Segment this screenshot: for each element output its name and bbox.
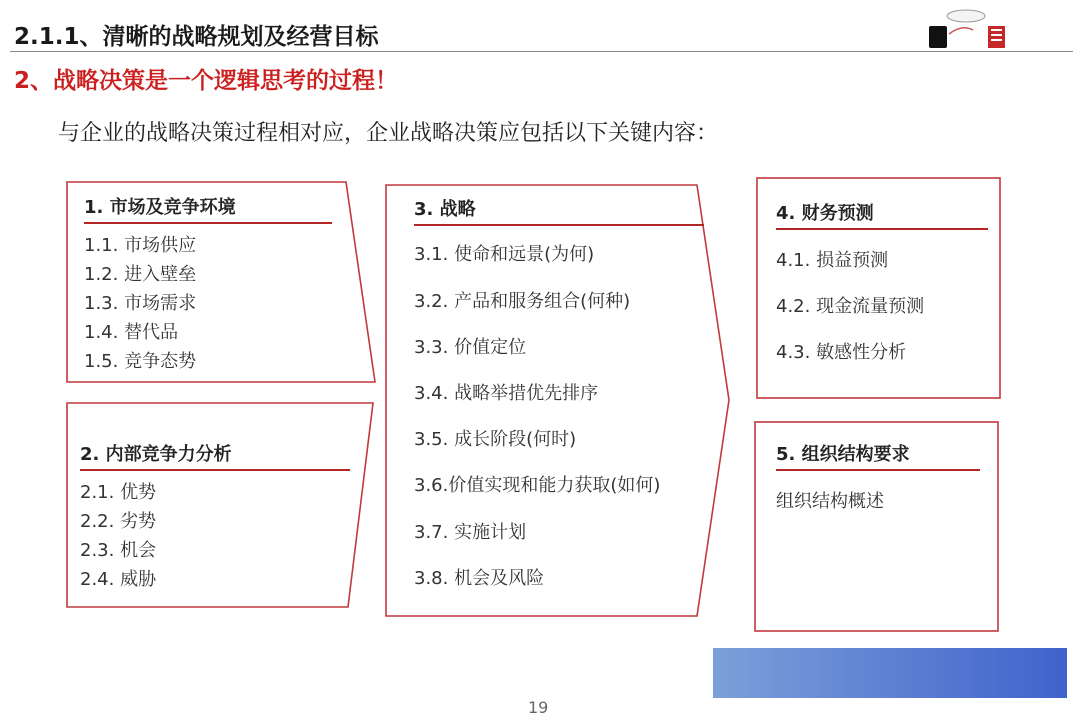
list-item: 3.4. 战略举措优先排序 xyxy=(414,383,599,404)
market-box-title: 1. 市场及竞争环境 xyxy=(84,193,332,224)
list-item: 3.6.价值实现和能力获取(如何) xyxy=(414,475,661,496)
list-item: 2.2. 劣势 xyxy=(80,511,157,532)
list-item: 3.8. 机会及风险 xyxy=(414,568,545,589)
intro-text: 与企业的战略决策过程相对应，企业战略决策应包括以下关键内容： xyxy=(58,121,719,146)
list-item: 3.5. 成长阶段(何时) xyxy=(414,429,577,450)
list-item: 4.2. 现金流量预测 xyxy=(776,296,925,317)
list-item: 4.3. 敏感性分析 xyxy=(776,342,907,363)
list-item: 2.1. 优势 xyxy=(80,482,157,503)
footer-bar xyxy=(713,648,1067,698)
section-title: 2.1.1、清晰的战略规划及经营目标 xyxy=(14,24,379,50)
list-item: 3.7. 实施计划 xyxy=(414,522,527,543)
list-item: 2.4. 威胁 xyxy=(80,569,157,590)
list-item: 3.2. 产品和服务组合(何种) xyxy=(414,291,631,312)
list-item: 3.1. 使命和远景(为何) xyxy=(414,244,595,265)
subtitle: 2、战略决策是一个逻辑思考的过程！ xyxy=(14,68,399,94)
list-item: 组织结构概述 xyxy=(776,491,884,512)
org-box-title: 5. 组织结构要求 xyxy=(776,440,980,471)
list-item: 1.4. 替代品 xyxy=(84,322,179,343)
list-item: 1.2. 进入壁垒 xyxy=(84,264,197,285)
list-item: 1.5. 竞争态势 xyxy=(84,351,197,372)
page-number: 19 xyxy=(528,698,549,717)
list-item: 1.1. 市场供应 xyxy=(84,235,197,256)
internal-box-title: 2. 内部竞争力分析 xyxy=(80,440,350,471)
list-item: 1.3. 市场需求 xyxy=(84,293,197,314)
list-item: 3.3. 价值定位 xyxy=(414,337,527,358)
list-item: 4.1. 损益预测 xyxy=(776,250,889,271)
strategy-box-title: 3. 战略 xyxy=(414,195,704,226)
finance-box-title: 4. 财务预测 xyxy=(776,199,988,230)
list-item: 2.3. 机会 xyxy=(80,540,157,561)
